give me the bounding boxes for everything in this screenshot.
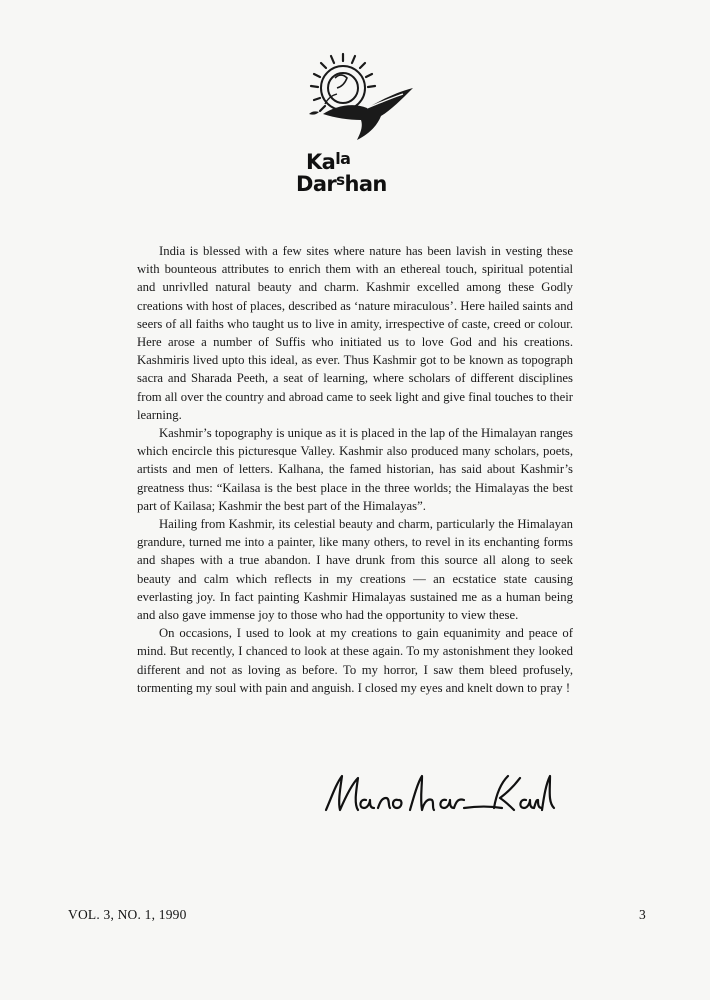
paragraph: Kashmir’s topography is unique as it is placed in the lap of the Himalayan ranges which encircle this picturesque Valley. Kashmir also produced many scholars, poets, artists and men of letters. Kalhana, the famed historian, has said about Kashmir’s greatness thus: “Kailasa is the best place in the three worlds; the Himalayas the best part of Kailasa; Kashmir the best part of the Himalayas”. [137,426,573,513]
brand-logo-part: Dar [296,172,337,196]
sun-dove-emblem-icon [295,48,420,148]
volume-info: VOL. 3, NO. 1, 1990 [68,907,187,922]
brand-logo-part: s [336,171,345,189]
paragraph: Hailing from Kashmir, its celestial beauty and charm, particularly the Himalayan grandure, turned me into a painter, like many others, to revel in its enchanting forms and shapes with a true abandon. I have drunk from this source all along to seek beauty and calm which reflects in my creations — an ecstatice state causing everlasting joy. In fact painting Kashmir Himalayas sustained me as a human being and also gave immense joy to those who had the opportunity to view these. [137,517,573,623]
brand-logo-part: Ka [306,150,336,174]
handwritten-signature [318,766,558,826]
brand-logo-line2 [296,171,387,196]
paragraph: India is blessed with a few sites where nature has been lavish in vesting these with bounteous attributes to enrich them with an ethereal touch, spiritual potential and unrivlled natural beauty and charm. Kashmir excelled among these Godly creations with host of places, described as ‘nature miraculous’. Here hailed saints and seers of all faiths who taught us to live in amity, irrespective of caste, creed or colour. Here arose a number of Suffis who initiated us to love God and his creations. Kashmiris lived upto this ideal, as ever. Thus Kashmir got to be known as topograph sacra and Sharada Peeth, a seat of learning, where scholars of different disciplines from all over the country and abroad came to seek light and give final touches to their learning. [137,244,573,422]
brand-logo-part: la [335,149,351,168]
page-number: 3 [639,907,646,922]
paragraph: On occasions, I used to look at my creations to gain equanimity and peace of mind. But recently, I chanced to look at these again. To my astonishment they looked different and not as loving as before. To my horror, I saw them bleed profusely, tormenting my soul with pain and anguish. I closed my eyes and knelt down to pray ! [137,626,573,695]
brand-logo [296,149,387,196]
brand-logo-part: han [344,172,387,196]
editorial-body [137,242,573,697]
